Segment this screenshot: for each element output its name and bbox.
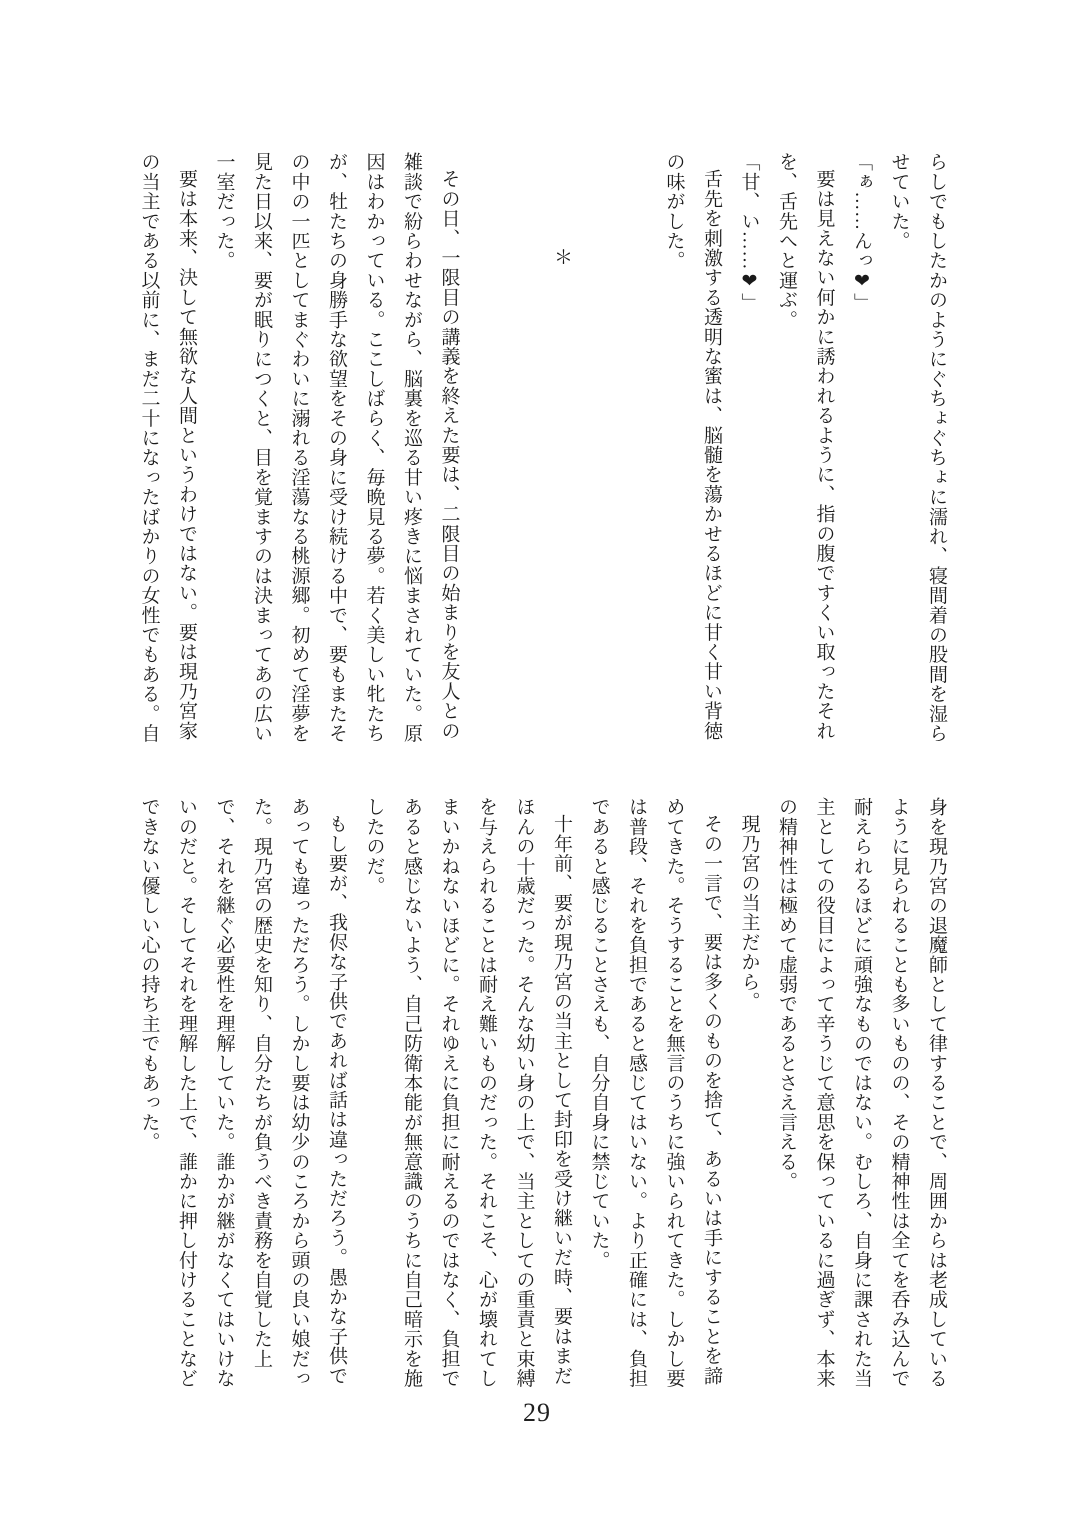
text-line: ように見られることも多いものの、その精神性は全てを呑み込んで <box>888 797 910 1388</box>
text-line: めてきた。そうすることを無言のうちに強いられてきた。しかし要 <box>663 797 685 1388</box>
text-line: 「ぁ……んっ❤」 <box>851 152 872 313</box>
text-line: まいかねないほどに。それゆえに負担に耐えるのではなく、負担で <box>438 797 460 1388</box>
text-line: 一室だった。 <box>213 152 235 271</box>
text-line: せていた。 <box>888 152 910 251</box>
text-line: 耐えられるほどに頑強なものではない。むしろ、自身に課された当 <box>851 797 872 1388</box>
text-line: 身を現乃宮の退魔師として律することで、周囲からは老成している <box>926 797 947 1388</box>
text-line: その日、一限目の講義を終えた要は、二限目の始まりを友人との <box>438 169 460 741</box>
section-separator: ＊ <box>551 247 572 267</box>
text-line: らしでもしたかのようにぐちょぐちょに濡れ、寝間着の股間を湿ら <box>926 152 947 743</box>
text-line: 雑談で紛らわせながら、脳裏を巡る甘い疼きに悩まされていた。原 <box>401 152 422 743</box>
text-line: の当主である以前に、まだ二十になったばかりの女性でもある。自 <box>138 152 160 743</box>
page-number: 29 <box>523 1398 551 1427</box>
text-line: であると感じることさえも、自分自身に禁じていた。 <box>588 797 610 1270</box>
text-line: 十年前、要が現乃宮の当主として封印を受け継いだ時、要はまだ <box>551 814 572 1386</box>
text-line: の精神性は極めて虚弱であるとさえ言える。 <box>776 797 797 1191</box>
text-line: ほんの十歳だった。そんな幼い身の上で、当主としての重責と束縛 <box>513 797 535 1388</box>
text-line: 「甘、い……❤」 <box>738 152 760 313</box>
text-line: で、それを継ぐ必要性を理解していた。誰かが継がなくてはいけな <box>213 797 235 1388</box>
text-line: できない優しい心の持ち主でもあった。 <box>138 797 160 1152</box>
text-line: もし要が、我侭な子供であれば話は違っただろう。愚かな子供で <box>326 814 347 1386</box>
text-line: は普段、それを負担であると感じてはいない。より正確には、負担 <box>626 797 647 1388</box>
text-line: た。現乃宮の歴史を知り、自分たちが負うべき責務を自覚した上 <box>251 797 272 1369</box>
text-line: 因はわかっている。ここしばらく、毎晩見る夢。若く美しい牝たち <box>363 152 385 743</box>
text-block-top <box>130 152 955 750</box>
text-line: 要は本来、決して無欲な人間というわけではない。要は現乃宮家 <box>176 169 197 741</box>
text-line: 現乃宮の当主だから。 <box>738 814 760 1011</box>
text-line: を、舌先へと運ぶ。 <box>776 152 797 330</box>
text-line: したのだ。 <box>363 797 385 896</box>
text-line: 要は見えない何かに誘われるように、指の腹ですくい取ったそれ <box>813 169 835 741</box>
text-line: を与えられることは耐え難いものだった。それこそ、心が壊れてし <box>476 797 497 1388</box>
heart-icon: ❤ <box>738 270 760 293</box>
text-line: の味がした。 <box>663 152 685 271</box>
text-line: その一言で、要は多くのものを捨て、あるいは手にすることを諦 <box>701 814 722 1386</box>
text-line: 主としての役目によって辛うじて意思を保っているに過ぎず、本来 <box>813 797 835 1388</box>
text-line: 見た日以来、要が眠りにつくと、目を覚ますのは決まってあの広い <box>251 152 272 743</box>
text-line: 舌先を刺激する透明な蜜は、脳髄を蕩かせるほどに甘く甘い背徳 <box>701 169 722 741</box>
text-line: が、牡たちの身勝手な欲望をその身に受け続ける中で、要もまたそ <box>326 152 347 743</box>
text-block-bottom <box>130 797 955 1395</box>
text-line: あっても違っただろう。しかし要は幼少のころから頭の良い娘だっ <box>288 797 310 1388</box>
text-line: あると感じないよう、自己防衛本能が無意識のうちに自己暗示を施 <box>401 797 422 1388</box>
text-line: いのだと。そしてそれを理解した上で、誰かに押し付けることなど <box>176 797 197 1388</box>
text-line: の中の一匹としてまぐわいに溺れる淫蕩なる桃源郷。初めて淫夢を <box>288 152 310 743</box>
heart-icon: ❤ <box>851 270 872 293</box>
